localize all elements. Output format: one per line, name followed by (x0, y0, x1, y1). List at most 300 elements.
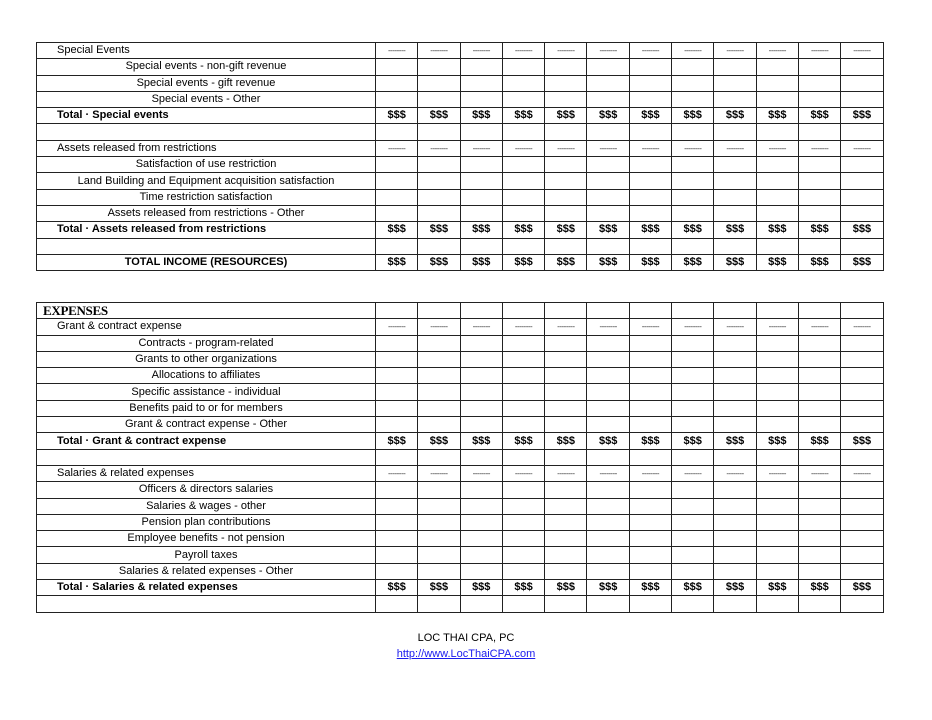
table-cell (460, 482, 502, 498)
row-label-blank (37, 596, 376, 612)
table-cell (418, 303, 460, 319)
table-cell (629, 547, 671, 563)
table-cell (587, 189, 629, 205)
table-row (37, 189, 884, 205)
table-cell (714, 482, 756, 498)
table-cell: -------- (545, 465, 587, 481)
table-cell (460, 351, 502, 367)
table-cell (460, 449, 502, 465)
table-cell: $$$ (714, 580, 756, 596)
row-label-total-salaries-related-expenses: Total · Salaries & related expenses (37, 580, 376, 596)
table-row (37, 417, 884, 433)
table-cell: -------- (418, 43, 460, 59)
table-cell (376, 498, 418, 514)
table-cell: $$$ (376, 580, 418, 596)
table-cell (502, 238, 544, 254)
table-cell: $$$ (672, 108, 714, 124)
table-cell (502, 124, 544, 140)
table-cell (545, 157, 587, 173)
table-cell (587, 368, 629, 384)
table-cell (756, 157, 798, 173)
table-cell (460, 417, 502, 433)
table-cell (460, 368, 502, 384)
table-cell (841, 303, 883, 319)
table-row (37, 43, 884, 59)
table-cell (502, 563, 544, 579)
table-cell (841, 238, 883, 254)
table-row (37, 596, 884, 612)
table-cell (629, 514, 671, 530)
table-cell (841, 157, 883, 173)
table-cell (756, 531, 798, 547)
table-cell (418, 189, 460, 205)
table-cell (672, 351, 714, 367)
table-cell (587, 498, 629, 514)
table-cell: $$$ (798, 580, 840, 596)
table-cell: $$$ (714, 433, 756, 449)
table-cell (756, 368, 798, 384)
table-cell (841, 596, 883, 612)
table-row (37, 465, 884, 481)
table-cell: $$$ (714, 108, 756, 124)
table-cell (714, 173, 756, 189)
table-cell (545, 596, 587, 612)
table-row (37, 140, 884, 156)
income-table (36, 42, 884, 271)
table-cell (672, 498, 714, 514)
table-cell (756, 384, 798, 400)
table-cell (629, 384, 671, 400)
table-cell: $$$ (629, 108, 671, 124)
table-cell: $$$ (629, 254, 671, 270)
table-cell (460, 514, 502, 530)
table-row (37, 238, 884, 254)
total-row (37, 580, 884, 596)
table-cell (587, 596, 629, 612)
table-cell (841, 205, 883, 221)
table-cell (460, 531, 502, 547)
table-cell (545, 91, 587, 107)
table-cell (418, 514, 460, 530)
table-cell: $$$ (672, 254, 714, 270)
table-cell (841, 59, 883, 75)
table-cell (756, 417, 798, 433)
table-cell (587, 417, 629, 433)
table-cell (502, 205, 544, 221)
row-label-total-grant-contract-expense: Total · Grant & contract expense (37, 433, 376, 449)
table-cell (418, 238, 460, 254)
table-cell (587, 124, 629, 140)
table-cell: $$$ (629, 580, 671, 596)
table-cell: $$$ (672, 222, 714, 238)
table-row (37, 173, 884, 189)
table-cell (841, 368, 883, 384)
table-cell (672, 384, 714, 400)
table-cell (798, 514, 840, 530)
table-cell: $$$ (798, 433, 840, 449)
table-cell (376, 205, 418, 221)
table-row (37, 319, 884, 335)
table-cell (629, 91, 671, 107)
table-cell (460, 563, 502, 579)
table-cell (587, 563, 629, 579)
table-cell (798, 449, 840, 465)
table-cell (798, 351, 840, 367)
table-cell (756, 75, 798, 91)
table-cell (587, 173, 629, 189)
table-cell (629, 238, 671, 254)
table-row (37, 384, 884, 400)
table-cell (756, 205, 798, 221)
row-label-officers-directors-salaries: Officers & directors salaries (37, 482, 376, 498)
table-cell (502, 400, 544, 416)
table-cell (376, 547, 418, 563)
row-label-special-events: Special Events (37, 43, 376, 59)
firm-name: LOC THAI CPA, PC (417, 632, 515, 644)
table-cell (545, 173, 587, 189)
table-cell: $$$ (841, 254, 883, 270)
table-cell: $$$ (545, 433, 587, 449)
table-cell: $$$ (545, 222, 587, 238)
table-cell: -------- (545, 140, 587, 156)
table-cell (545, 124, 587, 140)
table-cell (629, 205, 671, 221)
table-cell: $$$ (545, 108, 587, 124)
table-cell (756, 547, 798, 563)
table-cell (672, 238, 714, 254)
table-cell (798, 596, 840, 612)
table-cell (545, 205, 587, 221)
table-cell: $$$ (798, 222, 840, 238)
table-cell: $$$ (756, 580, 798, 596)
table-cell (460, 124, 502, 140)
table-cell: $$$ (460, 108, 502, 124)
table-cell (418, 531, 460, 547)
table-cell (756, 238, 798, 254)
table-cell (545, 189, 587, 205)
table-cell (418, 205, 460, 221)
table-cell (798, 547, 840, 563)
table-cell: -------- (502, 465, 544, 481)
table-cell: $$$ (841, 222, 883, 238)
table-cell (376, 449, 418, 465)
table-cell (798, 417, 840, 433)
table-cell (756, 482, 798, 498)
table-cell: $$$ (460, 433, 502, 449)
table-cell (714, 547, 756, 563)
table-cell (502, 75, 544, 91)
table-cell: $$$ (587, 433, 629, 449)
total-row (37, 433, 884, 449)
table-row (37, 368, 884, 384)
table-cell (587, 351, 629, 367)
row-label-employee-benefits-not-pension: Employee benefits - not pension (37, 531, 376, 547)
table-cell (714, 531, 756, 547)
table-cell (460, 498, 502, 514)
table-row (37, 482, 884, 498)
table-cell (545, 351, 587, 367)
table-cell: $$$ (756, 433, 798, 449)
table-cell (418, 417, 460, 433)
table-cell (502, 59, 544, 75)
table-cell (629, 563, 671, 579)
table-cell (587, 514, 629, 530)
table-cell: $$$ (502, 222, 544, 238)
table-row (37, 498, 884, 514)
table-cell (798, 75, 840, 91)
expenses-table (36, 302, 884, 613)
table-cell (798, 173, 840, 189)
table-cell (376, 124, 418, 140)
table-cell: -------- (841, 140, 883, 156)
table-cell (756, 189, 798, 205)
table-cell (798, 157, 840, 173)
table-cell: $$$ (418, 108, 460, 124)
table-cell (418, 335, 460, 351)
table-cell: $$$ (672, 433, 714, 449)
table-cell (502, 417, 544, 433)
table-row (37, 124, 884, 140)
table-cell: -------- (418, 140, 460, 156)
table-cell (756, 91, 798, 107)
table-cell (798, 400, 840, 416)
table-cell (460, 238, 502, 254)
table-cell (798, 91, 840, 107)
table-cell: -------- (629, 140, 671, 156)
table-cell (672, 482, 714, 498)
table-cell: $$$ (629, 433, 671, 449)
table-cell (756, 335, 798, 351)
table-cell (376, 417, 418, 433)
table-cell (798, 384, 840, 400)
table-cell (841, 563, 883, 579)
table-cell: -------- (587, 43, 629, 59)
table-row (37, 59, 884, 75)
table-row (37, 449, 884, 465)
table-cell: -------- (798, 319, 840, 335)
table-cell (629, 368, 671, 384)
table-cell (672, 368, 714, 384)
website-link[interactable]: http://www.LocThaiCPA.com (396, 648, 536, 660)
table-cell (502, 303, 544, 319)
table-cell: -------- (460, 43, 502, 59)
table-cell (798, 498, 840, 514)
table-cell (756, 124, 798, 140)
table-cell (587, 531, 629, 547)
table-cell (714, 596, 756, 612)
table-cell: -------- (376, 43, 418, 59)
table-cell (460, 400, 502, 416)
row-label-grant-contract-expense-other: Grant & contract expense - Other (37, 417, 376, 433)
row-label-total-income-resources: TOTAL INCOME (RESOURCES) (37, 254, 376, 270)
table-cell (587, 449, 629, 465)
table-cell (376, 189, 418, 205)
table-cell (587, 205, 629, 221)
table-row (37, 303, 884, 319)
table-cell (629, 417, 671, 433)
table-cell (841, 531, 883, 547)
table-cell: -------- (672, 465, 714, 481)
table-cell (460, 303, 502, 319)
table-cell (545, 547, 587, 563)
table-cell (756, 449, 798, 465)
table-cell (629, 335, 671, 351)
row-label-time-restriction-satisfaction: Time restriction satisfaction (37, 189, 376, 205)
table-cell (629, 596, 671, 612)
table-cell (841, 514, 883, 530)
table-cell (672, 547, 714, 563)
table-cell (545, 449, 587, 465)
table-cell: -------- (418, 465, 460, 481)
total-row (37, 108, 884, 124)
table-cell: -------- (545, 319, 587, 335)
table-cell: -------- (587, 465, 629, 481)
row-label-benefits-paid-to-or-for-members: Benefits paid to or for members (37, 400, 376, 416)
table-cell (418, 482, 460, 498)
table-cell: -------- (502, 319, 544, 335)
row-label-pension-plan-contributions: Pension plan contributions (37, 514, 376, 530)
table-cell (714, 368, 756, 384)
table-cell (629, 400, 671, 416)
row-label-payroll-taxes: Payroll taxes (37, 547, 376, 563)
table-cell (672, 449, 714, 465)
table-cell (841, 498, 883, 514)
table-cell (672, 157, 714, 173)
table-cell (714, 59, 756, 75)
table-cell (672, 303, 714, 319)
table-cell (798, 238, 840, 254)
table-cell (418, 384, 460, 400)
table-cell: $$$ (502, 254, 544, 270)
table-cell: $$$ (418, 580, 460, 596)
table-cell (756, 498, 798, 514)
table-cell (460, 91, 502, 107)
table-cell (545, 75, 587, 91)
table-row (37, 547, 884, 563)
table-cell (714, 514, 756, 530)
table-cell (798, 189, 840, 205)
table-cell (460, 75, 502, 91)
table-cell (714, 75, 756, 91)
row-label-specific-assistance-individual: Specific assistance - individual (37, 384, 376, 400)
table-cell (672, 531, 714, 547)
table-cell: -------- (714, 140, 756, 156)
table-cell (460, 596, 502, 612)
table-cell (756, 514, 798, 530)
table-cell: -------- (545, 43, 587, 59)
table-cell: $$$ (756, 222, 798, 238)
table-cell (418, 91, 460, 107)
table-cell: $$$ (545, 254, 587, 270)
table-row (37, 400, 884, 416)
table-cell (418, 124, 460, 140)
table-cell (587, 59, 629, 75)
table-cell (460, 157, 502, 173)
table-row (37, 351, 884, 367)
table-cell (714, 417, 756, 433)
table-cell: $$$ (502, 433, 544, 449)
table-cell (629, 124, 671, 140)
table-cell (418, 173, 460, 189)
table-cell (545, 563, 587, 579)
table-cell (587, 303, 629, 319)
table-cell (376, 514, 418, 530)
table-cell (714, 384, 756, 400)
table-cell (629, 351, 671, 367)
table-cell: -------- (502, 43, 544, 59)
table-cell: $$$ (460, 254, 502, 270)
table-cell (502, 335, 544, 351)
row-label-contracts-program-related: Contracts - program-related (37, 335, 376, 351)
table-cell: $$$ (798, 254, 840, 270)
table-cell (545, 417, 587, 433)
table-cell: -------- (714, 319, 756, 335)
table-cell: $$$ (714, 254, 756, 270)
table-cell: -------- (672, 43, 714, 59)
table-cell: $$$ (756, 254, 798, 270)
table-cell (502, 189, 544, 205)
table-cell (545, 498, 587, 514)
total-row (37, 222, 884, 238)
table-cell (502, 498, 544, 514)
table-row (37, 75, 884, 91)
table-cell (756, 173, 798, 189)
table-cell (714, 449, 756, 465)
table-cell (376, 157, 418, 173)
table-row (37, 205, 884, 221)
table-cell (545, 368, 587, 384)
table-cell: $$$ (841, 580, 883, 596)
table-cell: -------- (756, 319, 798, 335)
table-cell (545, 238, 587, 254)
table-cell (418, 449, 460, 465)
row-label-special-events-other: Special events - Other (37, 91, 376, 107)
table-cell (756, 59, 798, 75)
table-cell (502, 91, 544, 107)
table-cell (672, 563, 714, 579)
table-cell (841, 449, 883, 465)
table-cell: $$$ (502, 108, 544, 124)
table-cell: -------- (460, 319, 502, 335)
table-cell: $$$ (841, 433, 883, 449)
table-cell (672, 124, 714, 140)
table-cell (587, 91, 629, 107)
table-cell (629, 189, 671, 205)
table-cell (587, 157, 629, 173)
table-cell (502, 596, 544, 612)
table-cell: $$$ (587, 222, 629, 238)
table-cell (502, 514, 544, 530)
table-cell (798, 335, 840, 351)
table-cell (629, 303, 671, 319)
row-label-assets-released-from-restrictions: Assets released from restrictions (37, 140, 376, 156)
table-cell: -------- (460, 140, 502, 156)
table-cell (587, 75, 629, 91)
row-label-grant-contract-expense: Grant & contract expense (37, 319, 376, 335)
table-cell (756, 351, 798, 367)
table-cell (545, 384, 587, 400)
table-cell (672, 205, 714, 221)
row-label-land-building-and-equipment-acquisition-satisfaction: Land Building and Equipment acquisition satisfaction (37, 173, 376, 189)
table-cell (672, 91, 714, 107)
table-cell (545, 303, 587, 319)
table-cell (841, 75, 883, 91)
table-cell (672, 417, 714, 433)
table-cell (714, 189, 756, 205)
table-cell (798, 205, 840, 221)
table-cell: -------- (714, 43, 756, 59)
table-cell (756, 303, 798, 319)
